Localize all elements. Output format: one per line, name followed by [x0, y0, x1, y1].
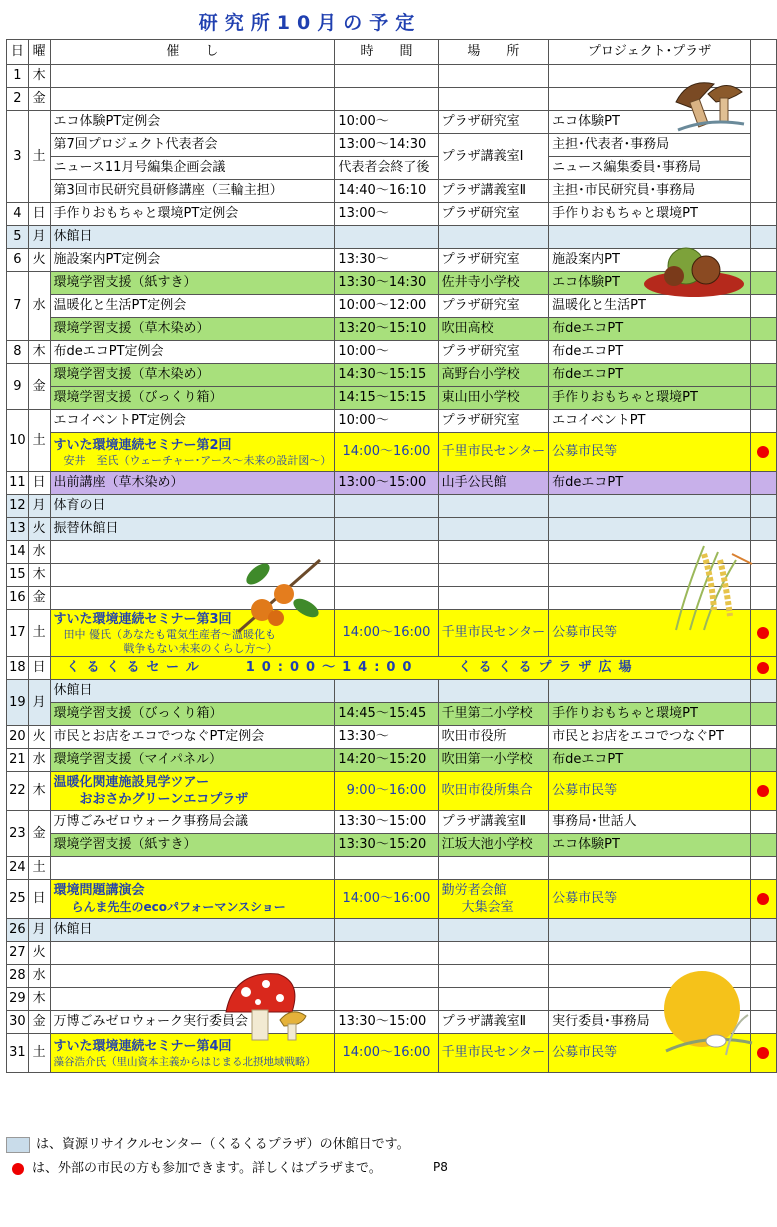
place-cell: 吹田市役所集合 [438, 772, 548, 811]
day-cell: 21 [7, 749, 29, 772]
time-cell: 13:30～ [335, 249, 438, 272]
dow-cell: 土 [28, 111, 50, 203]
day-cell: 16 [7, 587, 29, 610]
dow-cell: 月 [28, 919, 50, 942]
place-cell: 吹田高校 [438, 318, 548, 341]
seminar-speaker-2: 戦争もない未来のくらし方～） [123, 641, 278, 655]
place-cell: プラザ研究室 [438, 341, 548, 364]
dow-cell: 金 [28, 587, 50, 610]
dow-cell: 水 [28, 749, 50, 772]
time-cell: 13:30～15:00 [335, 1011, 438, 1034]
red-dot-icon [757, 893, 769, 905]
event-cell [50, 880, 335, 919]
day-cell: 8 [7, 341, 29, 364]
tour-destination: おおさかグリーンエコプラザ [79, 792, 249, 807]
day-cell: 2 [7, 88, 29, 111]
legend-open-text: は、外部の市民の方も参加できます。詳しくはプラザまで。 [32, 1161, 382, 1176]
mushroom-illustration-icon [668, 72, 748, 134]
seminar-title: すいた環境連続セミナー第3回 [53, 611, 232, 627]
time-cell: 13:30～14:30 [335, 272, 438, 295]
event-cell: 万博ごみゼロウォーク事務局会議 [50, 811, 335, 834]
project-cell: エコ体験PT [549, 834, 751, 857]
dow-cell: 火 [28, 726, 50, 749]
project-cell: 温暖化と生活PT [549, 295, 751, 318]
day-cell: 23 [7, 811, 29, 857]
project-cell: 公募市民等 [549, 433, 751, 472]
time-cell: 13:20～15:10 [335, 318, 438, 341]
time-cell: 13:30～ [335, 726, 438, 749]
place-cell: 東山田小学校 [438, 387, 548, 410]
day-cell: 25 [7, 880, 29, 919]
time-cell: 14:00～16:00 [335, 433, 438, 472]
event-cell: 布deエコPT定例会 [50, 341, 335, 364]
time-cell: 14:20～15:20 [335, 749, 438, 772]
full-moon-illustration-icon [656, 965, 756, 1057]
table-row [7, 942, 777, 965]
dow-cell: 木 [28, 564, 50, 587]
project-cell: 公募市民等 [549, 610, 751, 657]
sale-banner: くるくるセール 10:00～14:00 くるくるプラザ広場 [50, 657, 750, 680]
table-row [7, 919, 777, 942]
event-cell: ニュース11月号編集企画会議 [50, 157, 335, 180]
place-line-1: 勤労者会館 [441, 883, 507, 898]
dow-cell: 月 [28, 680, 50, 726]
dow-cell: 金 [28, 1011, 50, 1034]
dow-cell: 土 [28, 410, 50, 472]
dow-cell: 木 [28, 341, 50, 364]
header-day: 日 [7, 40, 29, 65]
header-event: 催 し [50, 40, 335, 65]
place-cell: 千里市民センター [438, 610, 548, 657]
place-cell: プラザ講義室Ⅰ [438, 134, 548, 180]
event-cell: 第3回市民研究員研修講座（三輪主担） [50, 180, 335, 203]
dow-cell: 火 [28, 249, 50, 272]
project-cell: 布deエコPT [549, 318, 751, 341]
place-cell: プラザ研究室 [438, 295, 548, 318]
dow-cell: 金 [28, 364, 50, 410]
header-time: 時 間 [335, 40, 438, 65]
day-cell: 7 [7, 272, 29, 341]
table-row [7, 387, 777, 410]
dow-cell: 金 [28, 88, 50, 111]
project-cell: 布deエコPT [549, 341, 751, 364]
dow-cell: 木 [28, 772, 50, 811]
event-cell: 環境学習支援（紙すき） [50, 272, 335, 295]
time-cell: 14:40～16:10 [335, 180, 438, 203]
red-dot-icon [12, 1163, 24, 1175]
place-cell: プラザ講義室Ⅱ [438, 180, 548, 203]
day-cell: 4 [7, 203, 29, 226]
place-line-2: 大集会室 [461, 900, 514, 915]
day-cell: 3 [7, 111, 29, 203]
day-cell: 5 [7, 226, 29, 249]
table-row [7, 834, 777, 857]
table-row [7, 410, 777, 433]
seminar-title: すいた環境連続セミナー第4回 [53, 1038, 232, 1054]
legend-closed [6, 1133, 410, 1153]
table-row [7, 157, 777, 180]
red-dot-icon [757, 627, 769, 639]
day-cell: 27 [7, 942, 29, 965]
table-row [7, 680, 777, 703]
day-cell: 18 [7, 657, 29, 680]
table-row [7, 518, 777, 541]
table-row [7, 657, 777, 680]
dow-cell: 土 [28, 1034, 50, 1073]
table-row [7, 134, 777, 157]
place-cell: 佐井寺小学校 [438, 272, 548, 295]
table-row [7, 318, 777, 341]
header-row [7, 40, 777, 65]
time-cell: 10:00～ [335, 410, 438, 433]
project-cell: エコ体験PT [549, 111, 751, 134]
time-cell: 14:00～16:00 [335, 610, 438, 657]
dow-cell: 木 [28, 988, 50, 1011]
day-cell: 20 [7, 726, 29, 749]
place-cell: 千里市民センター [438, 1034, 548, 1073]
place-cell: 高野台小学校 [438, 364, 548, 387]
time-cell: 13:30～15:20 [335, 834, 438, 857]
legend-closed-text: は、資源リサイクルセンター（くるくるプラザ）の休館日です。 [36, 1137, 410, 1152]
project-cell: エコ体験PT [549, 272, 751, 295]
time-cell: 13:00～15:00 [335, 472, 438, 495]
event-cell [50, 772, 335, 811]
day-cell: 1 [7, 65, 29, 88]
event-cell: 環境学習支援（びっくり箱） [50, 703, 335, 726]
event-cell: エコ体験PT定例会 [50, 111, 335, 134]
event-cell: 施設案内PT定例会 [50, 249, 335, 272]
day-cell: 22 [7, 772, 29, 811]
header-mark [750, 40, 776, 65]
time-cell: 10:00～ [335, 111, 438, 134]
table-row [7, 88, 777, 111]
project-cell: 手作りおもちゃと環境PT [549, 703, 751, 726]
event-cell: 環境学習支援（紙すき） [50, 834, 335, 857]
time-cell: 9:00～16:00 [335, 772, 438, 811]
dow-cell: 木 [28, 65, 50, 88]
table-row [7, 364, 777, 387]
day-cell: 31 [7, 1034, 29, 1073]
seminar-speaker: 藻谷浩介氏（里山資本主義からはじまる北摂地域戦略） [53, 1055, 316, 1068]
day-cell: 29 [7, 988, 29, 1011]
table-row [7, 203, 777, 226]
place-cell: プラザ講義室Ⅱ [438, 1011, 548, 1034]
project-cell: 公募市民等 [549, 1034, 751, 1073]
place-cell: 吹田第一小学校 [438, 749, 548, 772]
table-row [7, 703, 777, 726]
time-cell: 代表者会終了後 [335, 157, 438, 180]
table-row [7, 749, 777, 772]
page-title: 研究所10月の予定 [198, 12, 422, 34]
open-event-marker [750, 433, 776, 472]
dow-cell: 火 [28, 942, 50, 965]
tour-title: 温暖化関連施設見学ツアー [53, 775, 210, 790]
day-cell: 6 [7, 249, 29, 272]
seminar-title: すいた環境連続セミナー第2回 [53, 437, 232, 453]
event-cell: 振替休館日 [50, 518, 335, 541]
table-row [7, 111, 777, 134]
dow-cell: 火 [28, 518, 50, 541]
dow-cell: 日 [28, 880, 50, 919]
event-cell [50, 433, 335, 472]
event-cell: 休館日 [50, 919, 335, 942]
event-cell: エコイベントPT定例会 [50, 410, 335, 433]
time-cell: 14:00～16:00 [335, 1034, 438, 1073]
day-cell: 11 [7, 472, 29, 495]
dow-cell: 土 [28, 857, 50, 880]
project-cell: 布deエコPT [549, 472, 751, 495]
day-cell: 24 [7, 857, 29, 880]
day-cell: 28 [7, 965, 29, 988]
event-cell: 万博ごみゼロウォーク実行委員会 [50, 1011, 335, 1034]
header-place: 場 所 [438, 40, 548, 65]
day-cell: 13 [7, 518, 29, 541]
rice-ear-illustration-icon [656, 540, 756, 632]
event-cell: 出前講座（草木染め） [50, 472, 335, 495]
dow-cell: 日 [28, 472, 50, 495]
chestnut-illustration-icon [642, 240, 746, 300]
lecture-title: 環境問題講演会 [53, 883, 145, 898]
red-mushroom-illustration-icon [222, 968, 310, 1046]
day-cell: 12 [7, 495, 29, 518]
day-cell: 30 [7, 1011, 29, 1034]
table-row [7, 180, 777, 203]
project-cell: 主担･市民研究員･事務局 [549, 180, 751, 203]
dow-cell: 日 [28, 657, 50, 680]
table-row [7, 880, 777, 919]
project-cell: 市民とお店をエコでつなぐPT [549, 726, 751, 749]
event-cell: 温暖化と生活PT定例会 [50, 295, 335, 318]
dow-cell: 水 [28, 965, 50, 988]
header-dow: 曜 [28, 40, 50, 65]
project-cell: ニュース編集委員･事務局 [549, 157, 751, 180]
dow-cell: 水 [28, 541, 50, 564]
place-cell: プラザ研究室 [438, 410, 548, 433]
time-cell: 10:00～ [335, 341, 438, 364]
place-cell: プラザ研究室 [438, 249, 548, 272]
table-row [7, 857, 777, 880]
table-row [7, 65, 777, 88]
event-cell: 市民とお店をエコでつなぐPT定例会 [50, 726, 335, 749]
place-cell: 千里第二小学校 [438, 703, 548, 726]
table-row [7, 433, 777, 472]
persimmon-illustration-icon [232, 552, 324, 636]
place-cell: プラザ研究室 [438, 203, 548, 226]
time-cell: 14:15～15:15 [335, 387, 438, 410]
day-cell: 15 [7, 564, 29, 587]
event-cell: 手作りおもちゃと環境PT定例会 [50, 203, 335, 226]
red-dot-icon [757, 662, 769, 674]
project-cell: 施設案内PT [549, 249, 751, 272]
place-cell: 千里市民センター [438, 433, 548, 472]
event-cell: 体育の日 [50, 495, 335, 518]
project-cell: 実行委員･事務局 [549, 1011, 751, 1034]
dow-cell: 月 [28, 495, 50, 518]
place-cell: 江坂大池小学校 [438, 834, 548, 857]
time-cell: 13:00～14:30 [335, 134, 438, 157]
event-cell: 休館日 [50, 680, 335, 703]
day-cell: 19 [7, 680, 29, 726]
time-cell: 13:00～ [335, 203, 438, 226]
lecture-subtitle: らんま先生のecoパフォーマンスショー [71, 900, 286, 914]
legend-open [6, 1157, 382, 1176]
place-cell: プラザ研究室 [438, 111, 548, 134]
closed-swatch-icon [6, 1137, 30, 1153]
project-cell: 布deエコPT [549, 749, 751, 772]
event-cell: 環境学習支援（びっくり箱） [50, 387, 335, 410]
day-cell: 26 [7, 919, 29, 942]
dow-cell: 月 [28, 226, 50, 249]
project-cell: 公募市民等 [549, 880, 751, 919]
day-cell: 14 [7, 541, 29, 564]
open-event-marker [750, 772, 776, 811]
red-dot-icon [757, 1047, 769, 1059]
project-cell: 公募市民等 [549, 772, 751, 811]
day-cell: 10 [7, 410, 29, 472]
time-cell: 14:30～15:15 [335, 364, 438, 387]
table-row [7, 472, 777, 495]
red-dot-icon [757, 785, 769, 797]
event-cell: 環境学習支援（マイパネル） [50, 749, 335, 772]
project-cell: 事務局･世話人 [549, 811, 751, 834]
table-row [7, 341, 777, 364]
red-dot-icon [757, 446, 769, 458]
open-event-marker [750, 657, 776, 680]
dow-cell: 水 [28, 272, 50, 341]
dow-cell: 金 [28, 811, 50, 857]
project-cell: 布deエコPT [549, 364, 751, 387]
table-row [7, 811, 777, 834]
table-row [7, 495, 777, 518]
event-cell: 環境学習支援（草木染め） [50, 318, 335, 341]
seminar-speaker: 田中 優氏（あなたも電気生産者～温暖化も [63, 627, 276, 641]
seminar-speaker: 安井 至氏（ウェーチャー･アース～未来の設計図～） [63, 453, 332, 467]
time-cell: 14:45～15:45 [335, 703, 438, 726]
event-cell: 環境学習支援（草木染め） [50, 364, 335, 387]
open-event-marker [750, 880, 776, 919]
project-cell: 手作りおもちゃと環境PT [549, 387, 751, 410]
dow-cell: 日 [28, 203, 50, 226]
event-cell: 第7回プロジェクト代表者会 [50, 134, 335, 157]
place-cell: 山手公民館 [438, 472, 548, 495]
day-cell: 9 [7, 364, 29, 410]
time-cell: 13:30～15:00 [335, 811, 438, 834]
page-number: P8 [433, 1160, 448, 1174]
project-cell: 手作りおもちゃと環境PT [549, 203, 751, 226]
table-row [7, 726, 777, 749]
day-cell: 17 [7, 610, 29, 657]
header-project: プロジェクト･プラザ [549, 40, 751, 65]
place-cell: プラザ講義室Ⅱ [438, 811, 548, 834]
event-cell: 休館日 [50, 226, 335, 249]
place-cell: 吹田市役所 [438, 726, 548, 749]
time-cell: 10:00～12:00 [335, 295, 438, 318]
table-row [7, 772, 777, 811]
place-cell [438, 880, 548, 919]
project-cell: 主担･代表者･事務局 [549, 134, 751, 157]
project-cell: エコイベントPT [549, 410, 751, 433]
dow-cell: 土 [28, 610, 50, 657]
time-cell: 14:00～16:00 [335, 880, 438, 919]
